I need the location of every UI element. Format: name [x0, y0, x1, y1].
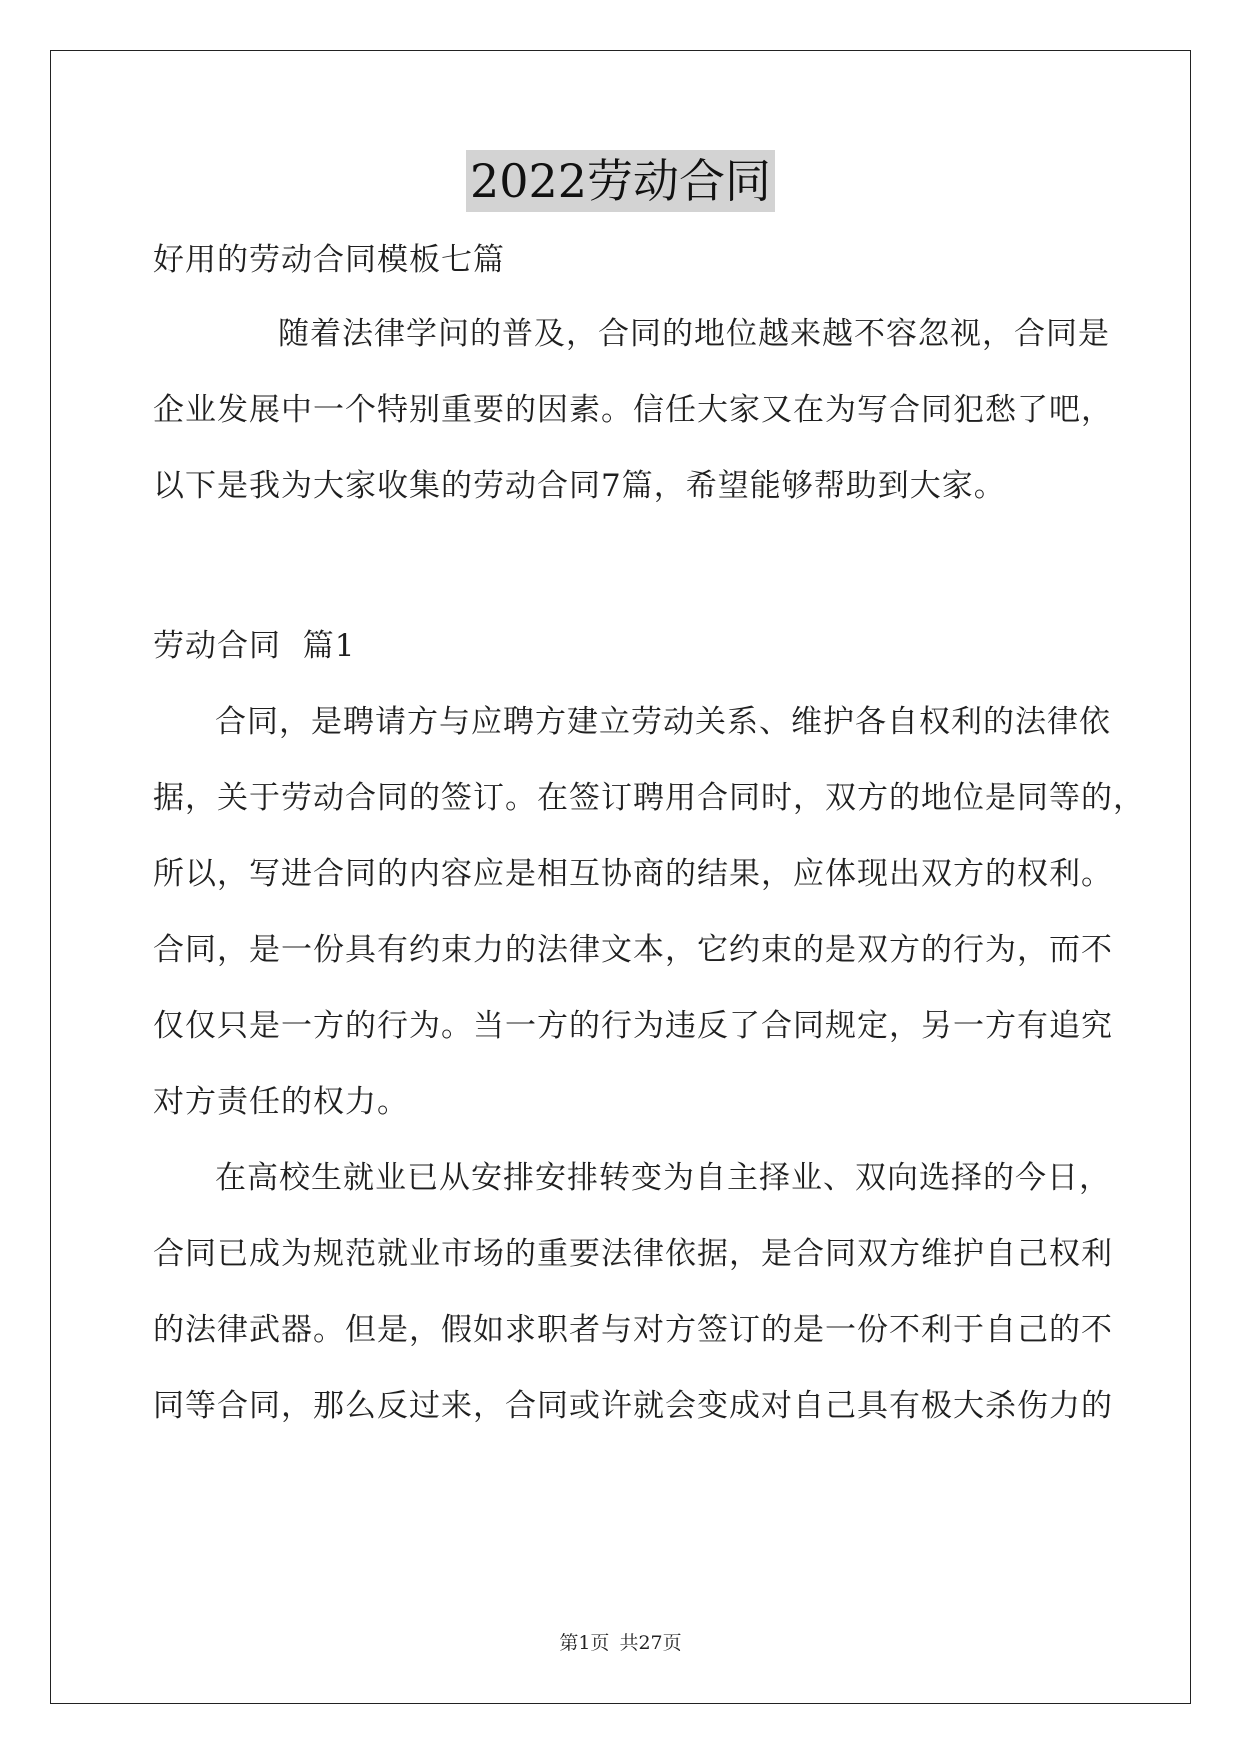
paragraph1-line-2: 据，关于劳动合同的签订。在签订聘用合同时，双方的地位是同等的，	[153, 780, 1145, 816]
document-subtitle: 好用的劳动合同模板七篇	[153, 242, 505, 278]
paragraph2-line-2: 合同已成为规范就业市场的重要法律依据，是合同双方维护自己权利	[153, 1236, 1113, 1272]
paragraph1-line-6: 对方责任的权力。	[153, 1084, 409, 1120]
intro-line-3: 以下是我为大家收集的劳动合同7篇，希望能够帮助到大家。	[153, 468, 1006, 504]
paragraph2-line-1: 在高校生就业已从安排安排转变为自主择业、双向选择的今日，	[215, 1160, 1111, 1196]
paragraph1-line-4: 合同，是一份具有约束力的法律文本，它约束的是双方的行为，而不	[153, 932, 1113, 968]
intro-line-2: 企业发展中一个特别重要的因素。信任大家又在为写合同犯愁了吧，	[153, 392, 1113, 428]
paragraph1-line-1: 合同，是聘请方与应聘方建立劳动关系、维护各自权利的法律依	[215, 704, 1111, 740]
paragraph2-line-4: 同等合同，那么反过来，合同或许就会变成对自己具有极大杀伤力的	[153, 1388, 1113, 1424]
title-wrap	[0, 150, 1241, 212]
section-heading: 劳动合同 篇1	[153, 628, 356, 664]
page-number: 第1页	[559, 1632, 610, 1654]
document-title: 2022劳动合同	[466, 150, 775, 212]
intro-line-1: 随着法律学问的普及，合同的地位越来越不容忽视，合同是	[278, 316, 1110, 352]
page-footer	[0, 1628, 1241, 1655]
paragraph1-line-5: 仅仅只是一方的行为。当一方的行为违反了合同规定，另一方有追究	[153, 1008, 1113, 1044]
paragraph2-line-3: 的法律武器。但是，假如求职者与对方签订的是一份不利于自己的不	[153, 1312, 1113, 1348]
paragraph1-line-3: 所以，写进合同的内容应是相互协商的结果，应体现出双方的权利。	[153, 856, 1113, 892]
page-total: 共27页	[619, 1632, 682, 1654]
